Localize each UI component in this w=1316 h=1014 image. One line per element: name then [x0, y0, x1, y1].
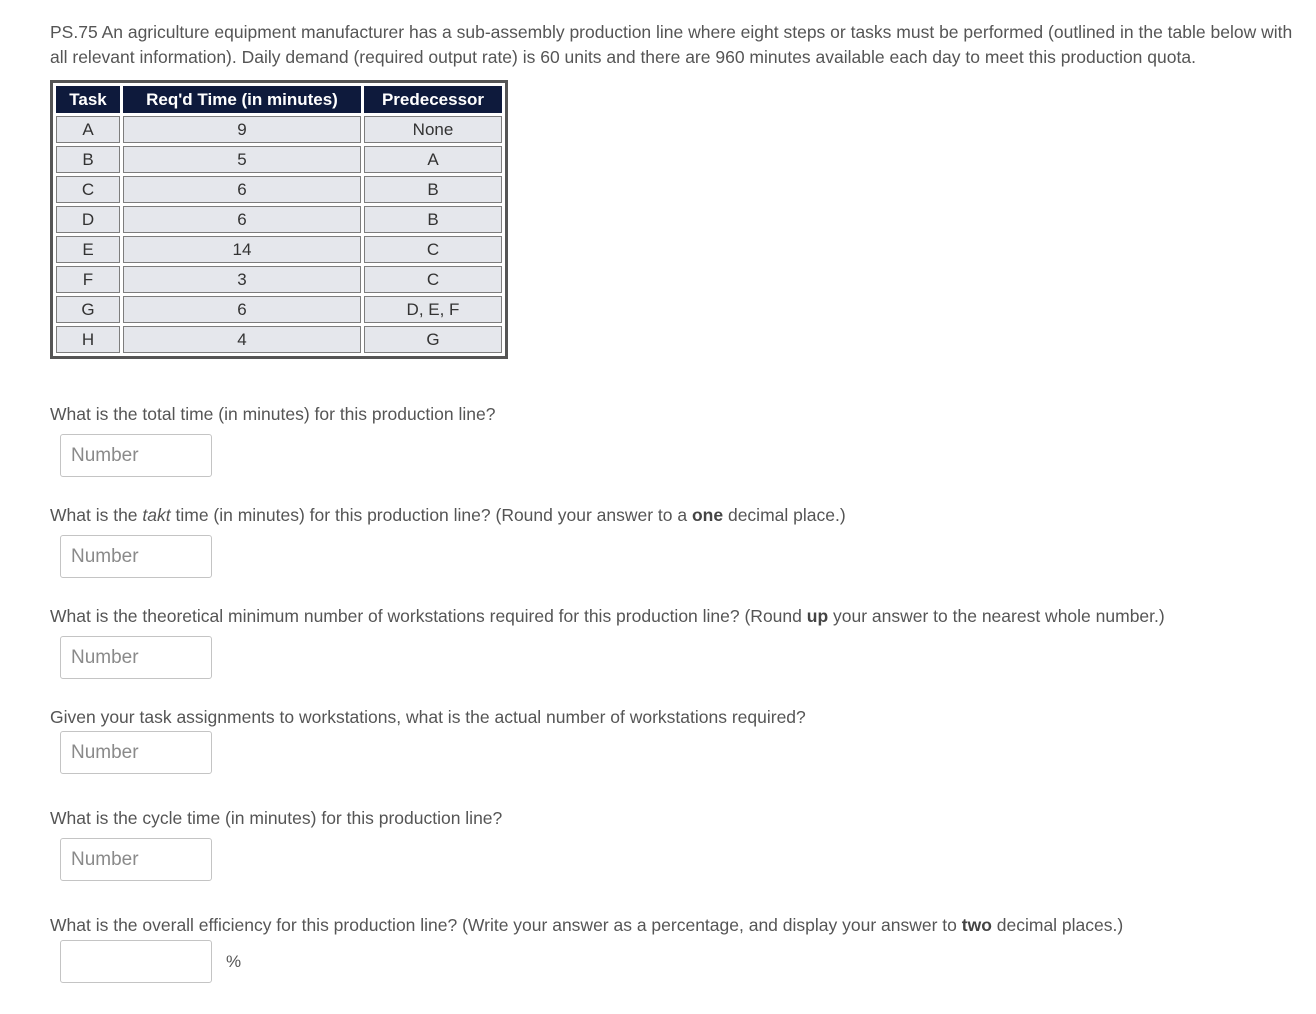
- question-text: decimal places.): [991, 915, 1124, 935]
- cell-time: 5: [123, 146, 361, 173]
- question-text: time (in minutes) for this production line? (Round your answer to a: [170, 505, 692, 525]
- percent-unit-label: %: [226, 952, 242, 971]
- table-row: [56, 326, 502, 353]
- cell-predecessor: D, E, F: [364, 296, 502, 323]
- task-table: [50, 80, 508, 359]
- table-row: [56, 176, 502, 203]
- cell-predecessor: G: [364, 326, 502, 353]
- cell-task: E: [56, 236, 120, 263]
- table-row: [56, 146, 502, 173]
- table-row: [56, 116, 502, 143]
- cell-time: 9: [123, 116, 361, 143]
- cell-task: C: [56, 176, 120, 203]
- total-time-input[interactable]: [60, 434, 212, 477]
- column-header-task: Task: [56, 86, 120, 113]
- problem-statement: PS.75 An agriculture equipment manufacturer has a sub-assembly production line where eight steps or tasks must be performed (outlined in the table below with all relevant information). Daily demand (required output rate) is 60 units and there are 960 minutes available each day to meet this production quota.: [50, 22, 1293, 67]
- cell-task: H: [56, 326, 120, 353]
- question-emphasis: takt: [142, 505, 171, 525]
- cell-predecessor: A: [364, 146, 502, 173]
- cell-time: 4: [123, 326, 361, 353]
- cell-time: 6: [123, 296, 361, 323]
- table-row: [56, 296, 502, 323]
- question-efficiency: [50, 914, 1123, 936]
- question-text: What is the: [50, 505, 143, 525]
- takt-time-input[interactable]: [60, 535, 212, 578]
- question-text: What is the overall efficiency for this production line? (Write your answer as a percentage, and display your answer to: [50, 915, 962, 935]
- question-text: What is the theoretical minimum number of workstations required for this production line? (Round: [50, 606, 807, 626]
- cell-time: 6: [123, 206, 361, 233]
- table-header-row: [56, 86, 502, 113]
- table-row: [56, 206, 502, 233]
- question-cycle-time: What is the cycle time (in minutes) for this production line?: [50, 808, 503, 828]
- cell-task: A: [56, 116, 120, 143]
- cell-time: 3: [123, 266, 361, 293]
- question-takt-time: [50, 504, 846, 526]
- efficiency-input[interactable]: [60, 940, 212, 983]
- cell-predecessor: B: [364, 176, 502, 203]
- cell-predecessor: C: [364, 236, 502, 263]
- cell-time: 14: [123, 236, 361, 263]
- cell-task: F: [56, 266, 120, 293]
- cycle-time-input[interactable]: [60, 838, 212, 881]
- min-workstations-input[interactable]: [60, 636, 212, 679]
- cell-predecessor: B: [364, 206, 502, 233]
- cell-task: B: [56, 146, 120, 173]
- cell-time: 6: [123, 176, 361, 203]
- cell-task: D: [56, 206, 120, 233]
- question-min-workstations: [50, 605, 1165, 627]
- actual-workstations-input[interactable]: [60, 731, 212, 774]
- question-bold: two: [961, 915, 992, 935]
- question-total-time: What is the total time (in minutes) for this production line?: [50, 404, 496, 424]
- column-header-time: Req'd Time (in minutes): [123, 86, 361, 113]
- table-row: [56, 236, 502, 263]
- cell-predecessor: None: [364, 116, 502, 143]
- question-text: decimal place.): [723, 505, 846, 525]
- question-bold: one: [691, 505, 724, 525]
- column-header-predecessor: Predecessor: [364, 86, 502, 113]
- question-text: your answer to the nearest whole number.): [828, 606, 1165, 626]
- table-row: [56, 266, 502, 293]
- question-bold: up: [806, 606, 829, 626]
- question-actual-workstations: Given your task assignments to workstations, what is the actual number of workstations required?: [50, 707, 806, 727]
- cell-predecessor: C: [364, 266, 502, 293]
- cell-task: G: [56, 296, 120, 323]
